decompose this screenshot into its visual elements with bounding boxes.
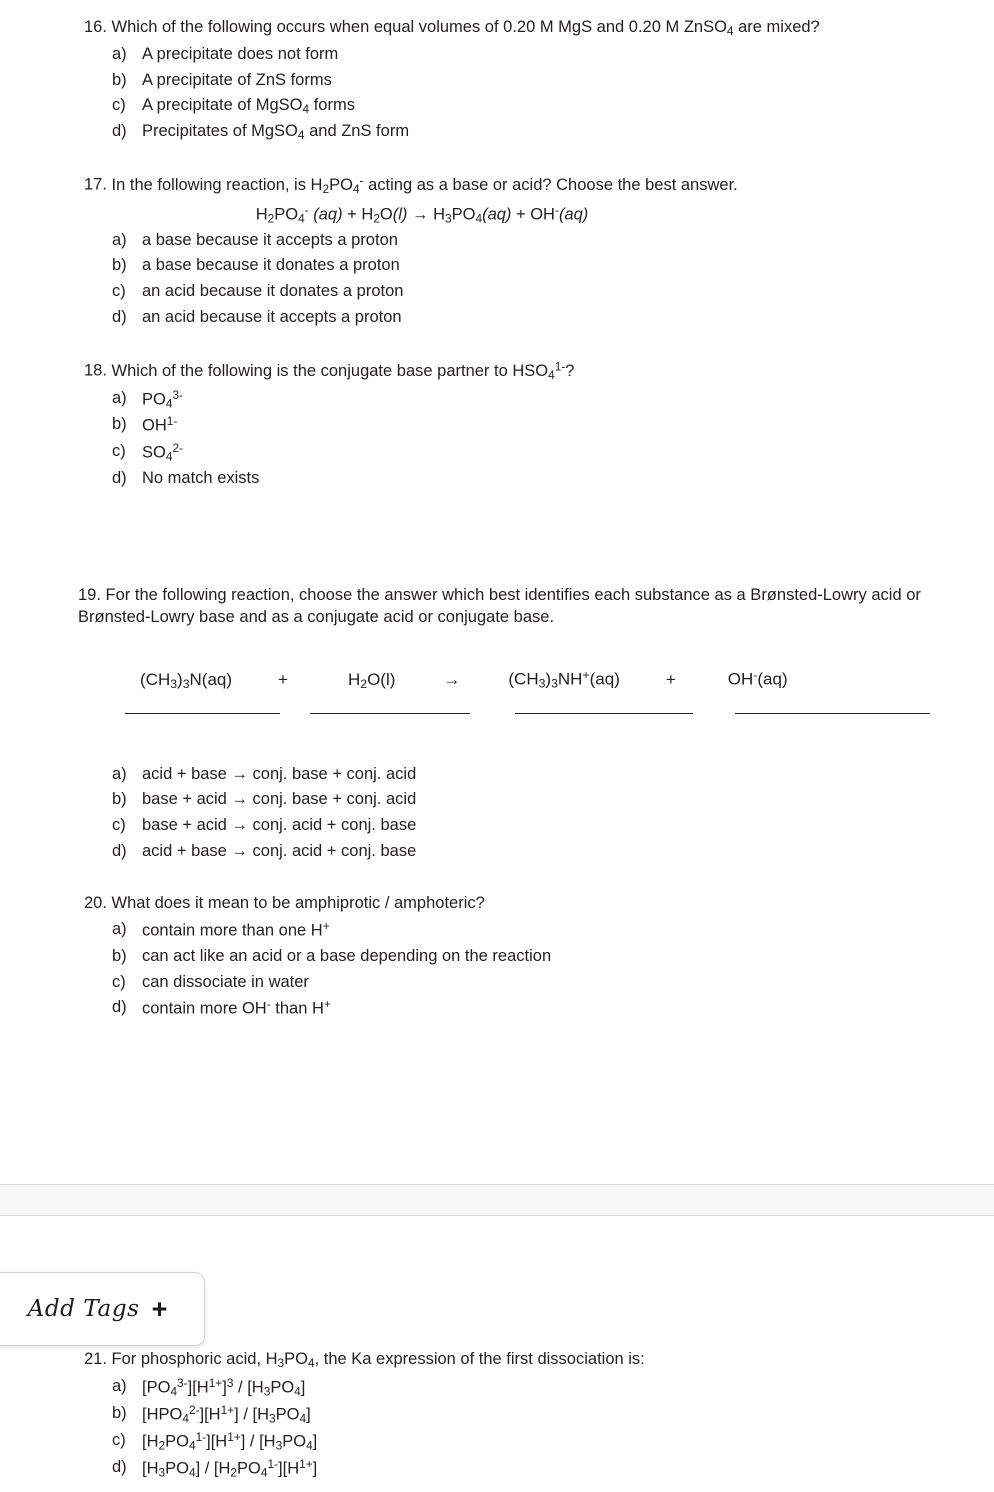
question-16-options — [0, 42, 994, 144]
option-21-a[interactable] — [112, 1374, 994, 1401]
question-18-text — [84, 358, 944, 382]
option-21-d-text: $[H_3PO_4] / [H_2PO_4^{1-}][H^{1+}]$ — [142, 1456, 318, 1480]
gap-16-17 — [0, 144, 994, 172]
question-18-body: Which of the following is the conjugate base partner to $HSO_4^{1-}$? — [111, 359, 575, 382]
top-spacer — [0, 0, 994, 16]
option-20-d-text: contain more OH- than H+ — [142, 997, 331, 1018]
option-21-c-letter: c) — [112, 1430, 126, 1449]
question-17-body: In the following reaction, is $H_2PO_4^-$ acting as a base or acid? Choose the best answer. — [111, 173, 738, 196]
plus-icon: + — [151, 1293, 168, 1324]
option-19-b-letter: b) — [112, 790, 127, 809]
option-16-d-text: Precipitates of MgSO$_4$ and ZnS form — [142, 121, 410, 142]
option-16-b[interactable] — [112, 68, 994, 94]
option-19-c[interactable] — [112, 813, 994, 839]
reactant-2: $H_2O(l)$ — [347, 669, 396, 691]
question-17 — [0, 172, 994, 330]
question-21-body: For phosphoric acid, $H_3PO_4$, the Ka expression of the first dissociation is: — [111, 1350, 645, 1370]
option-18-c[interactable] — [112, 439, 994, 466]
option-17-a[interactable] — [112, 228, 994, 254]
question-17-equation: $H_2PO_4^-$ $(aq) + H_2O(l) \to H_3PO_4(aq) + OH^-(aq)$ — [255, 202, 589, 225]
option-20-c-letter: c) — [112, 972, 126, 991]
gap-before-reaction — [0, 628, 994, 668]
reaction-plus-2: + — [665, 669, 676, 689]
option-18-b[interactable] — [112, 412, 994, 439]
question-21-text — [84, 1348, 944, 1371]
option-21-b[interactable] — [112, 1401, 994, 1428]
option-17-b[interactable] — [112, 253, 994, 279]
answer-blank-1[interactable] — [125, 713, 280, 714]
option-18-d[interactable] — [112, 466, 994, 492]
option-19-a[interactable] — [112, 762, 994, 788]
option-19-b-text: base + acid → conj. base + conj. acid — [142, 790, 417, 809]
option-19-c-text: base + acid → conj. acid + conj. base — [142, 815, 417, 834]
page-divider-bottom — [0, 1215, 994, 1216]
option-20-d[interactable] — [112, 995, 994, 1022]
option-18-a[interactable] — [112, 386, 994, 413]
question-20-options — [0, 917, 994, 1022]
product-2: OH-(aq) — [727, 668, 788, 689]
reactant-1: $(CH_3)_3N(aq)$ — [140, 669, 233, 691]
option-21-a-text: $[PO_4^{3-}][H^{1+}]^3 / [H_3PO_4]$ — [142, 1376, 306, 1399]
option-16-d-letter: d) — [112, 121, 127, 140]
question-18 — [0, 358, 994, 492]
option-21-c[interactable] — [112, 1428, 994, 1455]
gap-19-20 — [0, 864, 994, 892]
reaction-plus-1: + — [278, 669, 288, 689]
option-21-d[interactable] — [112, 1455, 994, 1482]
option-16-c-letter: c) — [112, 96, 126, 115]
option-16-b-text: A precipitate of ZnS forms — [142, 70, 332, 89]
option-16-b-letter: b) — [112, 70, 127, 89]
question-19-reaction — [140, 668, 994, 691]
question-19 — [0, 584, 994, 864]
gap-after-blanks — [0, 743, 994, 759]
answer-blank-4[interactable] — [735, 713, 930, 714]
option-19-b[interactable] — [112, 787, 994, 813]
option-18-b-text: $OH^{1-}$ — [142, 414, 178, 435]
add-tags-label: Add Tags — [27, 1296, 140, 1322]
option-18-d-text: No match exists — [142, 469, 260, 488]
option-18-a-text: $PO_4^{3-}$ — [142, 387, 184, 410]
option-17-d-text: an acid because it accepts a proton — [142, 307, 402, 326]
question-17-number: 17. — [84, 175, 107, 194]
question-19-options — [0, 762, 994, 864]
option-17-c-text: an acid because it donates a proton — [142, 282, 404, 301]
question-16-number: 16. — [84, 18, 107, 36]
page-gap-band — [0, 1185, 994, 1215]
gap-18-19 — [0, 492, 994, 562]
option-18-d-letter: d) — [112, 469, 127, 488]
option-17-c-letter: c) — [112, 282, 126, 301]
option-18-a-letter: a) — [112, 388, 127, 407]
answer-blank-3[interactable] — [515, 713, 693, 714]
option-16-a-letter: a) — [112, 45, 127, 63]
option-20-c-text: can dissociate in water — [142, 972, 309, 991]
question-21-number: 21. — [84, 1350, 107, 1368]
question-20-number: 20. — [84, 894, 107, 913]
option-18-c-text: $SO_4^{2-}$ — [142, 441, 184, 464]
option-17-a-text: a base because it accepts a proton — [142, 230, 398, 249]
option-17-a-letter: a) — [112, 230, 127, 249]
option-21-b-text: $[HPO_4^{2-}][H^{1+}] / [H_3PO_4]$ — [142, 1402, 311, 1426]
option-19-d-text: acid + base → conj. acid + conj. base — [142, 841, 417, 860]
question-19-number: 19. — [78, 585, 101, 604]
option-21-a-letter: a) — [112, 1377, 127, 1395]
option-17-d-letter: d) — [112, 307, 127, 326]
option-19-a-letter: a) — [112, 764, 127, 783]
question-17-options — [0, 228, 994, 330]
option-18-c-letter: c) — [112, 442, 126, 461]
option-20-a-text: contain more than one H+ — [142, 919, 330, 940]
gap-17-18 — [0, 330, 994, 358]
option-20-d-letter: d) — [112, 998, 127, 1017]
option-20-b[interactable] — [112, 944, 994, 970]
option-20-b-letter: b) — [112, 947, 127, 966]
option-20-b-text: can act like an acid or a base depending on the reaction — [142, 947, 552, 966]
option-18-b-letter: b) — [112, 415, 127, 434]
question-20 — [0, 892, 994, 1022]
question-21-options — [0, 1374, 994, 1482]
add-tags-button[interactable] — [0, 1272, 205, 1346]
option-17-b-text: a base because it donates a proton — [142, 256, 400, 275]
option-17-d[interactable] — [112, 305, 994, 331]
question-21 — [0, 1348, 994, 1482]
question-19-text — [78, 584, 944, 629]
option-20-a[interactable] — [112, 917, 994, 944]
option-19-a-text: acid + base → conj. base + conj. acid — [142, 764, 417, 783]
option-16-a-text: A precipitate does not form — [142, 45, 339, 63]
option-21-d-letter: d) — [112, 1457, 127, 1476]
option-20-a-letter: a) — [112, 920, 127, 939]
question-18-number: 18. — [84, 361, 107, 380]
question-20-body: What does it mean to be amphiprotic / amphoteric? — [111, 894, 485, 913]
question-16-text — [84, 16, 944, 39]
option-21-c-text: $[H_2PO_4^{1-}][H^{1+}] / [H_3PO_4]$ — [142, 1429, 318, 1453]
option-17-c[interactable] — [112, 279, 994, 305]
gap-18-19-extra — [0, 562, 994, 584]
question-16-body: Which of the following occurs when equal volumes of 0.20 M MgS and 0.20 M ZnSO$_4$ are mixed? — [111, 18, 820, 38]
option-16-c-text: A precipitate of MgSO$_4$ forms — [142, 96, 355, 117]
option-19-d-letter: d) — [112, 841, 127, 860]
option-16-c[interactable] — [112, 93, 994, 119]
option-17-b-letter: b) — [112, 256, 127, 275]
question-17-text — [84, 172, 944, 196]
question-19-answer-blanks — [0, 713, 994, 743]
reaction-arrow-icon: → — [443, 669, 461, 689]
product-1: $(CH_3)_3NH^+(aq)$ — [508, 668, 620, 691]
option-16-d[interactable] — [112, 119, 994, 145]
question-16 — [0, 16, 994, 144]
option-16-a[interactable] — [112, 42, 994, 68]
option-20-c[interactable] — [112, 970, 994, 996]
gap-before-blanks — [0, 691, 994, 713]
option-21-b-letter: b) — [112, 1403, 127, 1422]
answer-blank-2[interactable] — [310, 713, 470, 714]
option-19-c-letter: c) — [112, 815, 126, 834]
question-19-body: For the following reaction, choose the answer which best identifies each substance as a Brønsted-Lowry acid or Brønsted-Lowry base and as a conjugate acid or conjugate base. — [78, 585, 921, 627]
question-20-text — [84, 892, 944, 914]
question-18-options — [0, 386, 994, 492]
option-19-d[interactable] — [112, 839, 994, 865]
